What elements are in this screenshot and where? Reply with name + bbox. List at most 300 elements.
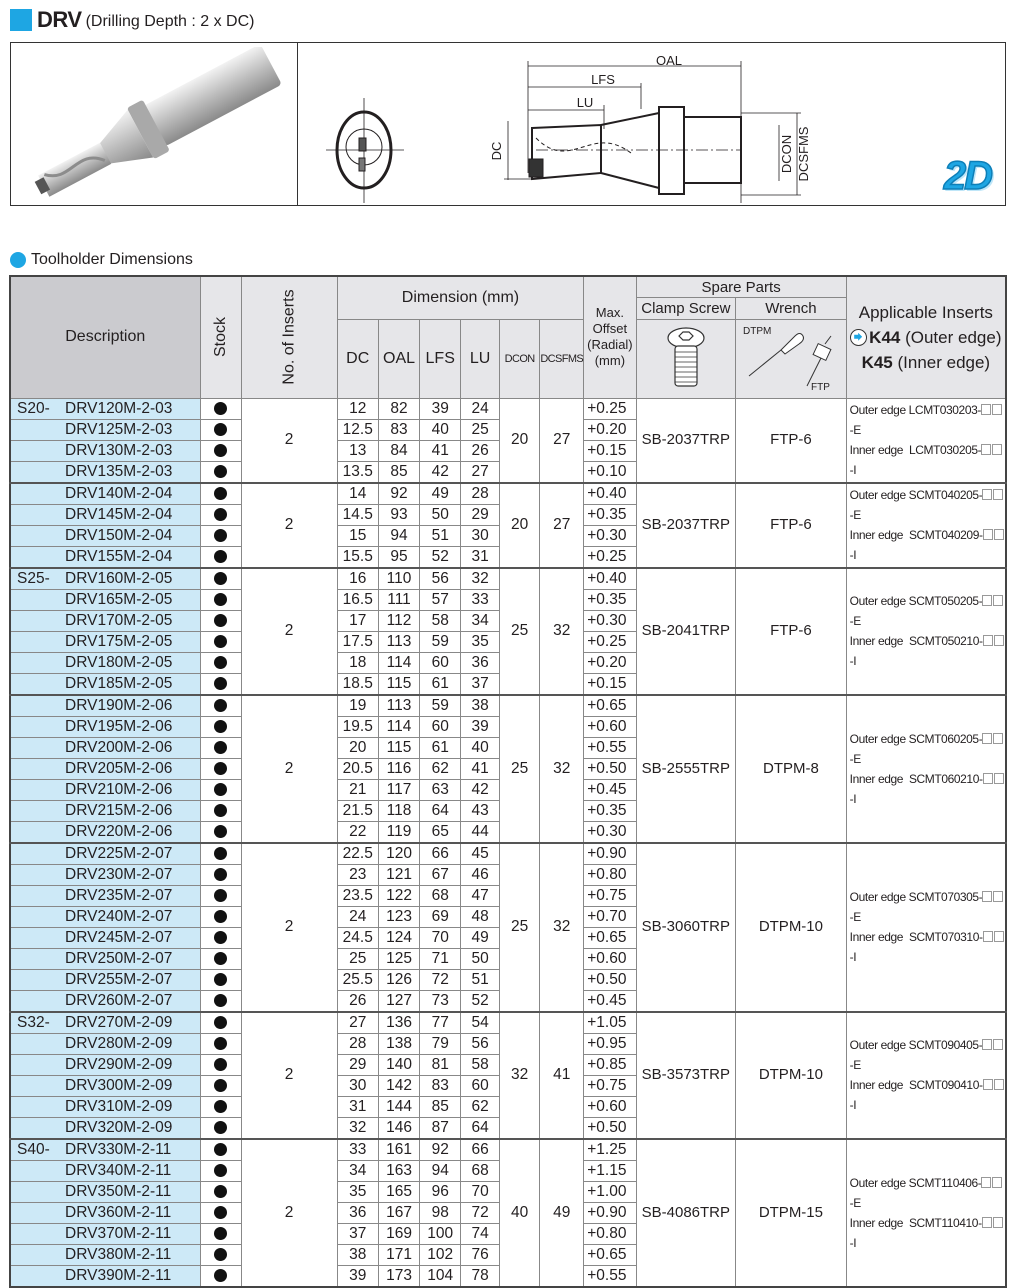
lfs-cell: 77 bbox=[420, 1012, 461, 1034]
clamp-screw-cell[interactable]: SB-2041TRP bbox=[636, 568, 736, 695]
lfs-cell: 70 bbox=[420, 927, 461, 948]
outer-edge-insert[interactable]: Outer edge SCMT070305--E bbox=[850, 887, 1005, 927]
in-stock-dot-icon bbox=[214, 508, 227, 521]
item-code[interactable]: DRV300M-2-09 bbox=[65, 1076, 173, 1094]
lu-cell: 64 bbox=[461, 1117, 500, 1139]
lu-cell: 74 bbox=[461, 1223, 500, 1244]
item-code[interactable]: DRV340M-2-11 bbox=[65, 1161, 172, 1179]
dc-cell: 13 bbox=[337, 440, 378, 461]
lfs-cell: 66 bbox=[420, 843, 461, 865]
oal-cell: 110 bbox=[378, 568, 420, 590]
lu-cell: 27 bbox=[461, 461, 500, 483]
description-cell bbox=[10, 504, 200, 525]
stock-cell bbox=[200, 673, 241, 695]
end-view-icon bbox=[326, 98, 404, 203]
stock-cell bbox=[200, 821, 241, 843]
item-code[interactable]: DRV195M-2-06 bbox=[65, 717, 173, 735]
dc-cell: 19 bbox=[337, 695, 378, 717]
stock-cell bbox=[200, 631, 241, 652]
outer-edge-insert[interactable]: Outer edge SCMT090405--E bbox=[850, 1035, 1005, 1075]
max-offset-cell: +0.65 bbox=[584, 695, 636, 717]
item-code[interactable]: DRV170M-2-05 bbox=[65, 611, 173, 629]
grade-box-icon bbox=[982, 733, 992, 744]
section-header bbox=[10, 250, 193, 270]
dcon-cell: 20 bbox=[500, 398, 540, 483]
oal-cell: 117 bbox=[378, 779, 420, 800]
in-stock-dot-icon bbox=[214, 677, 227, 690]
dcon-cell: 32 bbox=[500, 1012, 540, 1139]
in-stock-dot-icon bbox=[214, 1079, 227, 1092]
k45-link[interactable]: K45 bbox=[861, 352, 893, 372]
stock-cell bbox=[200, 695, 241, 717]
lu-cell: 38 bbox=[461, 695, 500, 717]
in-stock-dot-icon bbox=[214, 1100, 227, 1113]
item-code[interactable]: DRV390M-2-11 bbox=[65, 1266, 172, 1284]
max-offset-cell: +0.50 bbox=[584, 1117, 636, 1139]
dcsfms-cell: 27 bbox=[540, 483, 584, 568]
max-offset-cell: +0.20 bbox=[584, 652, 636, 673]
section-title: Toolholder Dimensions bbox=[31, 251, 193, 268]
item-code[interactable]: DRV255M-2-07 bbox=[65, 970, 173, 988]
max-offset-cell: +1.25 bbox=[584, 1139, 636, 1161]
stock-cell bbox=[200, 504, 241, 525]
lu-cell: 41 bbox=[461, 758, 500, 779]
lu-cell: 24 bbox=[461, 398, 500, 419]
lfs-cell: 79 bbox=[420, 1033, 461, 1054]
col-header-oal: OAL bbox=[378, 319, 420, 398]
clamp-screw-cell[interactable]: SB-2037TRP bbox=[636, 483, 736, 568]
max-offset-cell: +0.55 bbox=[584, 1265, 636, 1287]
item-code[interactable]: DRV250M-2-07 bbox=[65, 949, 173, 967]
lu-cell: 54 bbox=[461, 1012, 500, 1034]
item-code[interactable]: DRV240M-2-07 bbox=[65, 907, 173, 925]
lfs-cell: 102 bbox=[420, 1244, 461, 1265]
inner-edge-insert[interactable]: Inner edge SCMT060210--I bbox=[850, 769, 1005, 809]
stock-cell bbox=[200, 1117, 241, 1139]
lu-cell: 44 bbox=[461, 821, 500, 843]
in-stock-dot-icon bbox=[214, 762, 227, 775]
lu-cell: 36 bbox=[461, 652, 500, 673]
lu-cell: 70 bbox=[461, 1181, 500, 1202]
dc-cell: 26 bbox=[337, 990, 378, 1012]
outer-edge-insert[interactable]: Outer edge SCMT060205--E bbox=[850, 729, 1005, 769]
outer-edge-insert[interactable]: Outer edge SCMT110406--E bbox=[850, 1173, 1005, 1213]
item-code[interactable]: DRV215M-2-06 bbox=[65, 801, 173, 819]
dc-cell: 25 bbox=[337, 948, 378, 969]
grade-box-icon bbox=[992, 444, 1002, 455]
in-stock-dot-icon bbox=[214, 825, 227, 838]
lfs-cell: 63 bbox=[420, 779, 461, 800]
applicable-inserts-cell bbox=[846, 568, 1006, 695]
stock-cell bbox=[200, 546, 241, 568]
item-code[interactable]: DRV330M-2-11 bbox=[65, 1140, 172, 1158]
description-cell bbox=[10, 398, 200, 419]
stock-cell bbox=[200, 1181, 241, 1202]
grade-box-icon bbox=[993, 733, 1003, 744]
dcon-cell: 25 bbox=[500, 568, 540, 695]
oal-cell: 82 bbox=[378, 398, 420, 419]
wrench-cell[interactable]: DTPM-10 bbox=[736, 843, 847, 1012]
in-stock-dot-icon bbox=[214, 572, 227, 585]
grade-box-icon bbox=[994, 1079, 1004, 1090]
oal-cell: 94 bbox=[378, 525, 420, 546]
in-stock-dot-icon bbox=[214, 1227, 227, 1240]
dc-cell: 15 bbox=[337, 525, 378, 546]
max-offset-cell: +1.05 bbox=[584, 1012, 636, 1034]
table-row bbox=[10, 1139, 1006, 1161]
lfs-cell: 41 bbox=[420, 440, 461, 461]
item-code[interactable]: DRV175M-2-05 bbox=[65, 632, 173, 650]
description-cell bbox=[10, 1265, 200, 1287]
dc-cell: 34 bbox=[337, 1160, 378, 1181]
description-cell bbox=[10, 695, 200, 717]
lu-cell: 43 bbox=[461, 800, 500, 821]
item-code[interactable]: DRV245M-2-07 bbox=[65, 928, 173, 946]
grade-box-icon bbox=[983, 635, 993, 646]
grade-box-icon bbox=[992, 1177, 1002, 1188]
max-offset-cell: +0.55 bbox=[584, 737, 636, 758]
no-of-inserts-cell: 2 bbox=[241, 843, 337, 1012]
stock-cell bbox=[200, 652, 241, 673]
item-code[interactable]: DRV135M-2-03 bbox=[65, 462, 173, 480]
stock-cell bbox=[200, 440, 241, 461]
lu-cell: 50 bbox=[461, 948, 500, 969]
dc-cell: 14 bbox=[337, 483, 378, 505]
lfs-cell: 61 bbox=[420, 737, 461, 758]
oal-cell: 140 bbox=[378, 1054, 420, 1075]
lu-cell: 33 bbox=[461, 589, 500, 610]
wrench-cell[interactable]: DTPM-10 bbox=[736, 1012, 847, 1139]
grade-box-icon bbox=[982, 489, 992, 500]
col-header-applicable-inserts: Applicable Inserts K44 (Outer edge) K45 (Inner edge) bbox=[846, 276, 1006, 398]
max-offset-cell: +0.60 bbox=[584, 948, 636, 969]
item-code[interactable]: DRV165M-2-05 bbox=[65, 590, 173, 608]
item-code[interactable]: DRV210M-2-06 bbox=[65, 780, 173, 798]
page-title-row bbox=[10, 6, 255, 34]
item-code[interactable]: DRV120M-2-03 bbox=[65, 399, 173, 417]
item-code[interactable]: DRV150M-2-04 bbox=[65, 526, 173, 544]
lfs-cell: 49 bbox=[420, 483, 461, 505]
stock-cell bbox=[200, 990, 241, 1012]
description-cell bbox=[10, 1223, 200, 1244]
grade-box-icon bbox=[994, 529, 1004, 540]
grade-box-icon bbox=[983, 931, 993, 942]
lfs-cell: 64 bbox=[420, 800, 461, 821]
max-offset-cell: +0.90 bbox=[584, 1202, 636, 1223]
item-code[interactable]: DRV205M-2-06 bbox=[65, 759, 173, 777]
item-code[interactable]: DRV310M-2-09 bbox=[65, 1097, 173, 1115]
item-code[interactable]: DRV270M-2-09 bbox=[65, 1013, 173, 1031]
max-offset-cell: +0.90 bbox=[584, 843, 636, 865]
inner-edge-insert[interactable]: Inner edge SCMT090410--I bbox=[850, 1075, 1005, 1115]
no-of-inserts-cell: 2 bbox=[241, 1139, 337, 1287]
dc-cell: 16 bbox=[337, 568, 378, 590]
in-stock-dot-icon bbox=[214, 614, 227, 627]
dc-cell: 27 bbox=[337, 1012, 378, 1034]
table-row bbox=[10, 843, 1006, 865]
item-code[interactable]: DRV370M-2-11 bbox=[65, 1224, 172, 1242]
oal-cell: 115 bbox=[378, 737, 420, 758]
title-square-icon bbox=[10, 9, 32, 31]
grade-box-icon bbox=[983, 773, 993, 784]
in-stock-dot-icon bbox=[214, 847, 227, 860]
max-offset-cell: +0.85 bbox=[584, 1054, 636, 1075]
clamp-screw-cell[interactable]: SB-2037TRP bbox=[636, 398, 736, 483]
oal-cell: 114 bbox=[378, 652, 420, 673]
item-code[interactable]: DRV280M-2-09 bbox=[65, 1034, 173, 1052]
clamp-screw-cell[interactable]: SB-3060TRP bbox=[636, 843, 736, 1012]
max-offset-cell: +0.45 bbox=[584, 779, 636, 800]
item-code[interactable]: DRV350M-2-11 bbox=[65, 1182, 172, 1200]
oal-cell: 165 bbox=[378, 1181, 420, 1202]
dcon-cell: 40 bbox=[500, 1139, 540, 1287]
lfs-cell: 94 bbox=[420, 1160, 461, 1181]
grade-box-icon bbox=[993, 595, 1003, 606]
wrench-cell[interactable]: FTP-6 bbox=[736, 483, 847, 568]
lfs-cell: 81 bbox=[420, 1054, 461, 1075]
item-code[interactable]: DRV130M-2-03 bbox=[65, 441, 173, 459]
outer-edge-insert[interactable]: Outer edge SCMT040205--E bbox=[850, 485, 1005, 525]
dc-cell: 18 bbox=[337, 652, 378, 673]
item-code[interactable]: DRV200M-2-06 bbox=[65, 738, 173, 756]
in-stock-dot-icon bbox=[214, 1185, 227, 1198]
in-stock-dot-icon bbox=[214, 465, 227, 478]
table-row bbox=[10, 398, 1006, 419]
item-code[interactable]: DRV235M-2-07 bbox=[65, 886, 173, 904]
max-offset-cell: +0.60 bbox=[584, 1096, 636, 1117]
stock-cell bbox=[200, 948, 241, 969]
in-stock-dot-icon bbox=[214, 889, 227, 902]
clamp-screw-cell[interactable]: SB-3573TRP bbox=[636, 1012, 736, 1139]
lu-cell: 30 bbox=[461, 525, 500, 546]
dc-cell: 24 bbox=[337, 906, 378, 927]
dc-cell: 28 bbox=[337, 1033, 378, 1054]
lfs-cell: 52 bbox=[420, 546, 461, 568]
item-code[interactable]: DRV220M-2-06 bbox=[65, 822, 173, 840]
description-cell bbox=[10, 758, 200, 779]
link-arrow-icon[interactable] bbox=[850, 329, 867, 346]
wrench-cell[interactable]: FTP-6 bbox=[736, 568, 847, 695]
in-stock-dot-icon bbox=[214, 487, 227, 500]
lfs-cell: 71 bbox=[420, 948, 461, 969]
oal-cell: 84 bbox=[378, 440, 420, 461]
dcsfms-cell: 32 bbox=[540, 695, 584, 843]
dc-cell: 15.5 bbox=[337, 546, 378, 568]
inner-edge-insert[interactable]: Inner edge SCMT070310--I bbox=[850, 927, 1005, 967]
shank-size: S40- bbox=[17, 1140, 50, 1158]
svg-text:FTP: FTP bbox=[810, 381, 830, 393]
col-header-lu: LU bbox=[461, 319, 500, 398]
stock-cell bbox=[200, 398, 241, 419]
applicable-inserts-cell bbox=[846, 1139, 1006, 1287]
item-code[interactable]: DRV185M-2-05 bbox=[65, 674, 173, 692]
clamp-screw-cell[interactable]: SB-2555TRP bbox=[636, 695, 736, 843]
page-subtitle: (Drilling Depth : 2 x DC) bbox=[85, 12, 255, 30]
lfs-cell: 92 bbox=[420, 1139, 461, 1161]
oal-cell: 115 bbox=[378, 673, 420, 695]
wrench-cell[interactable]: DTPM-8 bbox=[736, 695, 847, 843]
inner-edge-insert[interactable]: Inner edge SCMT050210--I bbox=[850, 631, 1005, 671]
outer-edge-insert[interactable]: Outer edge SCMT050205--E bbox=[850, 591, 1005, 631]
description-cell bbox=[10, 885, 200, 906]
item-code[interactable]: DRV320M-2-09 bbox=[65, 1118, 173, 1136]
description-cell bbox=[10, 737, 200, 758]
lu-cell: 60 bbox=[461, 1075, 500, 1096]
lu-cell: 35 bbox=[461, 631, 500, 652]
item-code[interactable]: DRV230M-2-07 bbox=[65, 865, 173, 883]
grade-box-icon bbox=[981, 1177, 991, 1188]
item-code[interactable]: DRV260M-2-07 bbox=[65, 991, 173, 1009]
in-stock-dot-icon bbox=[214, 994, 227, 1007]
stock-cell bbox=[200, 568, 241, 590]
applicable-inserts-cell bbox=[846, 843, 1006, 1012]
col-header-wrench: Wrench bbox=[736, 298, 847, 320]
in-stock-dot-icon bbox=[214, 656, 227, 669]
stock-cell bbox=[200, 737, 241, 758]
stock-cell bbox=[200, 1096, 241, 1117]
grade-box-icon bbox=[993, 489, 1003, 500]
description-cell bbox=[10, 673, 200, 695]
shank-size: S20- bbox=[17, 399, 50, 417]
oal-cell: 169 bbox=[378, 1223, 420, 1244]
description-cell bbox=[10, 864, 200, 885]
in-stock-dot-icon bbox=[214, 423, 227, 436]
stock-cell bbox=[200, 906, 241, 927]
lfs-cell: 42 bbox=[420, 461, 461, 483]
lu-cell: 48 bbox=[461, 906, 500, 927]
dc-cell: 24.5 bbox=[337, 927, 378, 948]
oal-cell: 173 bbox=[378, 1265, 420, 1287]
oal-cell: 125 bbox=[378, 948, 420, 969]
col-header-dcon: DCON bbox=[500, 319, 540, 398]
max-offset-cell: +0.10 bbox=[584, 461, 636, 483]
grade-box-icon bbox=[994, 773, 1004, 784]
applicable-inserts-cell bbox=[846, 1012, 1006, 1139]
lu-cell: 31 bbox=[461, 546, 500, 568]
item-code[interactable]: DRV160M-2-05 bbox=[65, 569, 173, 587]
description-cell bbox=[10, 906, 200, 927]
wrench-cell[interactable]: FTP-6 bbox=[736, 398, 847, 483]
description-cell bbox=[10, 1012, 200, 1034]
dc-cell: 29 bbox=[337, 1054, 378, 1075]
lu-cell: 39 bbox=[461, 716, 500, 737]
outer-edge-insert[interactable]: Outer edge LCMT030203--E bbox=[850, 400, 1005, 440]
lu-cell: 28 bbox=[461, 483, 500, 505]
grade-box-icon bbox=[993, 1217, 1003, 1228]
inner-edge-insert[interactable]: Inner edge SCMT110410--I bbox=[850, 1213, 1005, 1253]
clamp-screw-cell[interactable]: SB-4086TRP bbox=[636, 1139, 736, 1287]
dc-cell: 16.5 bbox=[337, 589, 378, 610]
dc-cell: 12.5 bbox=[337, 419, 378, 440]
lu-cell: 25 bbox=[461, 419, 500, 440]
grade-box-icon bbox=[982, 891, 992, 902]
col-header-stock: Stock bbox=[200, 276, 241, 398]
oal-cell: 163 bbox=[378, 1160, 420, 1181]
oal-cell: 118 bbox=[378, 800, 420, 821]
lfs-cell: 72 bbox=[420, 969, 461, 990]
inner-edge-insert[interactable]: Inner edge LCMT030205--I bbox=[850, 440, 1005, 480]
description-cell bbox=[10, 1181, 200, 1202]
max-offset-cell: +0.65 bbox=[584, 927, 636, 948]
max-offset-cell: +0.50 bbox=[584, 969, 636, 990]
item-code[interactable]: DRV190M-2-06 bbox=[65, 696, 173, 714]
stock-cell bbox=[200, 927, 241, 948]
item-code[interactable]: DRV290M-2-09 bbox=[65, 1055, 173, 1073]
grade-box-icon bbox=[994, 931, 1004, 942]
item-code[interactable]: DRV360M-2-11 bbox=[65, 1203, 172, 1221]
item-code[interactable]: DRV155M-2-04 bbox=[65, 547, 173, 565]
max-offset-cell: +0.20 bbox=[584, 419, 636, 440]
max-offset-cell: +0.75 bbox=[584, 1075, 636, 1096]
item-code[interactable]: DRV125M-2-03 bbox=[65, 420, 173, 438]
item-code[interactable]: DRV140M-2-04 bbox=[65, 484, 173, 502]
lfs-cell: 83 bbox=[420, 1075, 461, 1096]
dcon-cell: 25 bbox=[500, 843, 540, 1012]
dc-cell: 22.5 bbox=[337, 843, 378, 865]
wrench-icon bbox=[737, 320, 845, 394]
max-offset-cell: +0.40 bbox=[584, 483, 636, 505]
oal-cell: 161 bbox=[378, 1139, 420, 1161]
page-title: DRV bbox=[37, 7, 82, 32]
oal-cell: 116 bbox=[378, 758, 420, 779]
description-cell bbox=[10, 1160, 200, 1181]
stock-cell bbox=[200, 1139, 241, 1161]
col-header-clamp-screw: Clamp Screw bbox=[636, 298, 736, 320]
item-code[interactable]: DRV145M-2-04 bbox=[65, 505, 173, 523]
stock-cell bbox=[200, 419, 241, 440]
lu-cell: 66 bbox=[461, 1139, 500, 1161]
lu-cell: 26 bbox=[461, 440, 500, 461]
lfs-cell: 61 bbox=[420, 673, 461, 695]
lfs-cell: 39 bbox=[420, 398, 461, 419]
applicable-inserts-cell bbox=[846, 483, 1006, 568]
oal-cell: 114 bbox=[378, 716, 420, 737]
dc-cell: 31 bbox=[337, 1096, 378, 1117]
description-cell bbox=[10, 779, 200, 800]
dimension-drawing bbox=[301, 43, 1001, 205]
dcsfms-cell: 27 bbox=[540, 398, 584, 483]
oal-cell: 146 bbox=[378, 1117, 420, 1139]
depth-badge-2d: 2D bbox=[943, 154, 991, 198]
inner-edge-insert[interactable]: Inner edge SCMT040209--I bbox=[850, 525, 1005, 565]
col-header-dc: DC bbox=[337, 319, 378, 398]
oal-cell: 121 bbox=[378, 864, 420, 885]
in-stock-dot-icon bbox=[214, 973, 227, 986]
max-offset-cell: +0.65 bbox=[584, 1244, 636, 1265]
lfs-cell: 100 bbox=[420, 1223, 461, 1244]
shank-size: S25- bbox=[17, 569, 50, 587]
description-cell bbox=[10, 1075, 200, 1096]
col-header-description: Description bbox=[10, 276, 200, 398]
lu-cell: 62 bbox=[461, 1096, 500, 1117]
stock-cell bbox=[200, 1075, 241, 1096]
item-code[interactable]: DRV180M-2-05 bbox=[65, 653, 173, 671]
max-offset-cell: +0.95 bbox=[584, 1033, 636, 1054]
max-offset-cell: +0.15 bbox=[584, 440, 636, 461]
oal-cell: 122 bbox=[378, 885, 420, 906]
item-code[interactable]: DRV225M-2-07 bbox=[65, 844, 173, 862]
lu-cell: 58 bbox=[461, 1054, 500, 1075]
in-stock-dot-icon bbox=[214, 1164, 227, 1177]
oal-cell: 167 bbox=[378, 1202, 420, 1223]
k44-link[interactable]: K44 bbox=[869, 327, 901, 347]
dc-cell: 12 bbox=[337, 398, 378, 419]
dc-cell: 36 bbox=[337, 1202, 378, 1223]
wrench-cell[interactable]: DTPM-15 bbox=[736, 1139, 847, 1287]
max-offset-cell: +0.35 bbox=[584, 800, 636, 821]
item-code[interactable]: DRV380M-2-11 bbox=[65, 1245, 172, 1263]
max-offset-cell: +0.45 bbox=[584, 990, 636, 1012]
